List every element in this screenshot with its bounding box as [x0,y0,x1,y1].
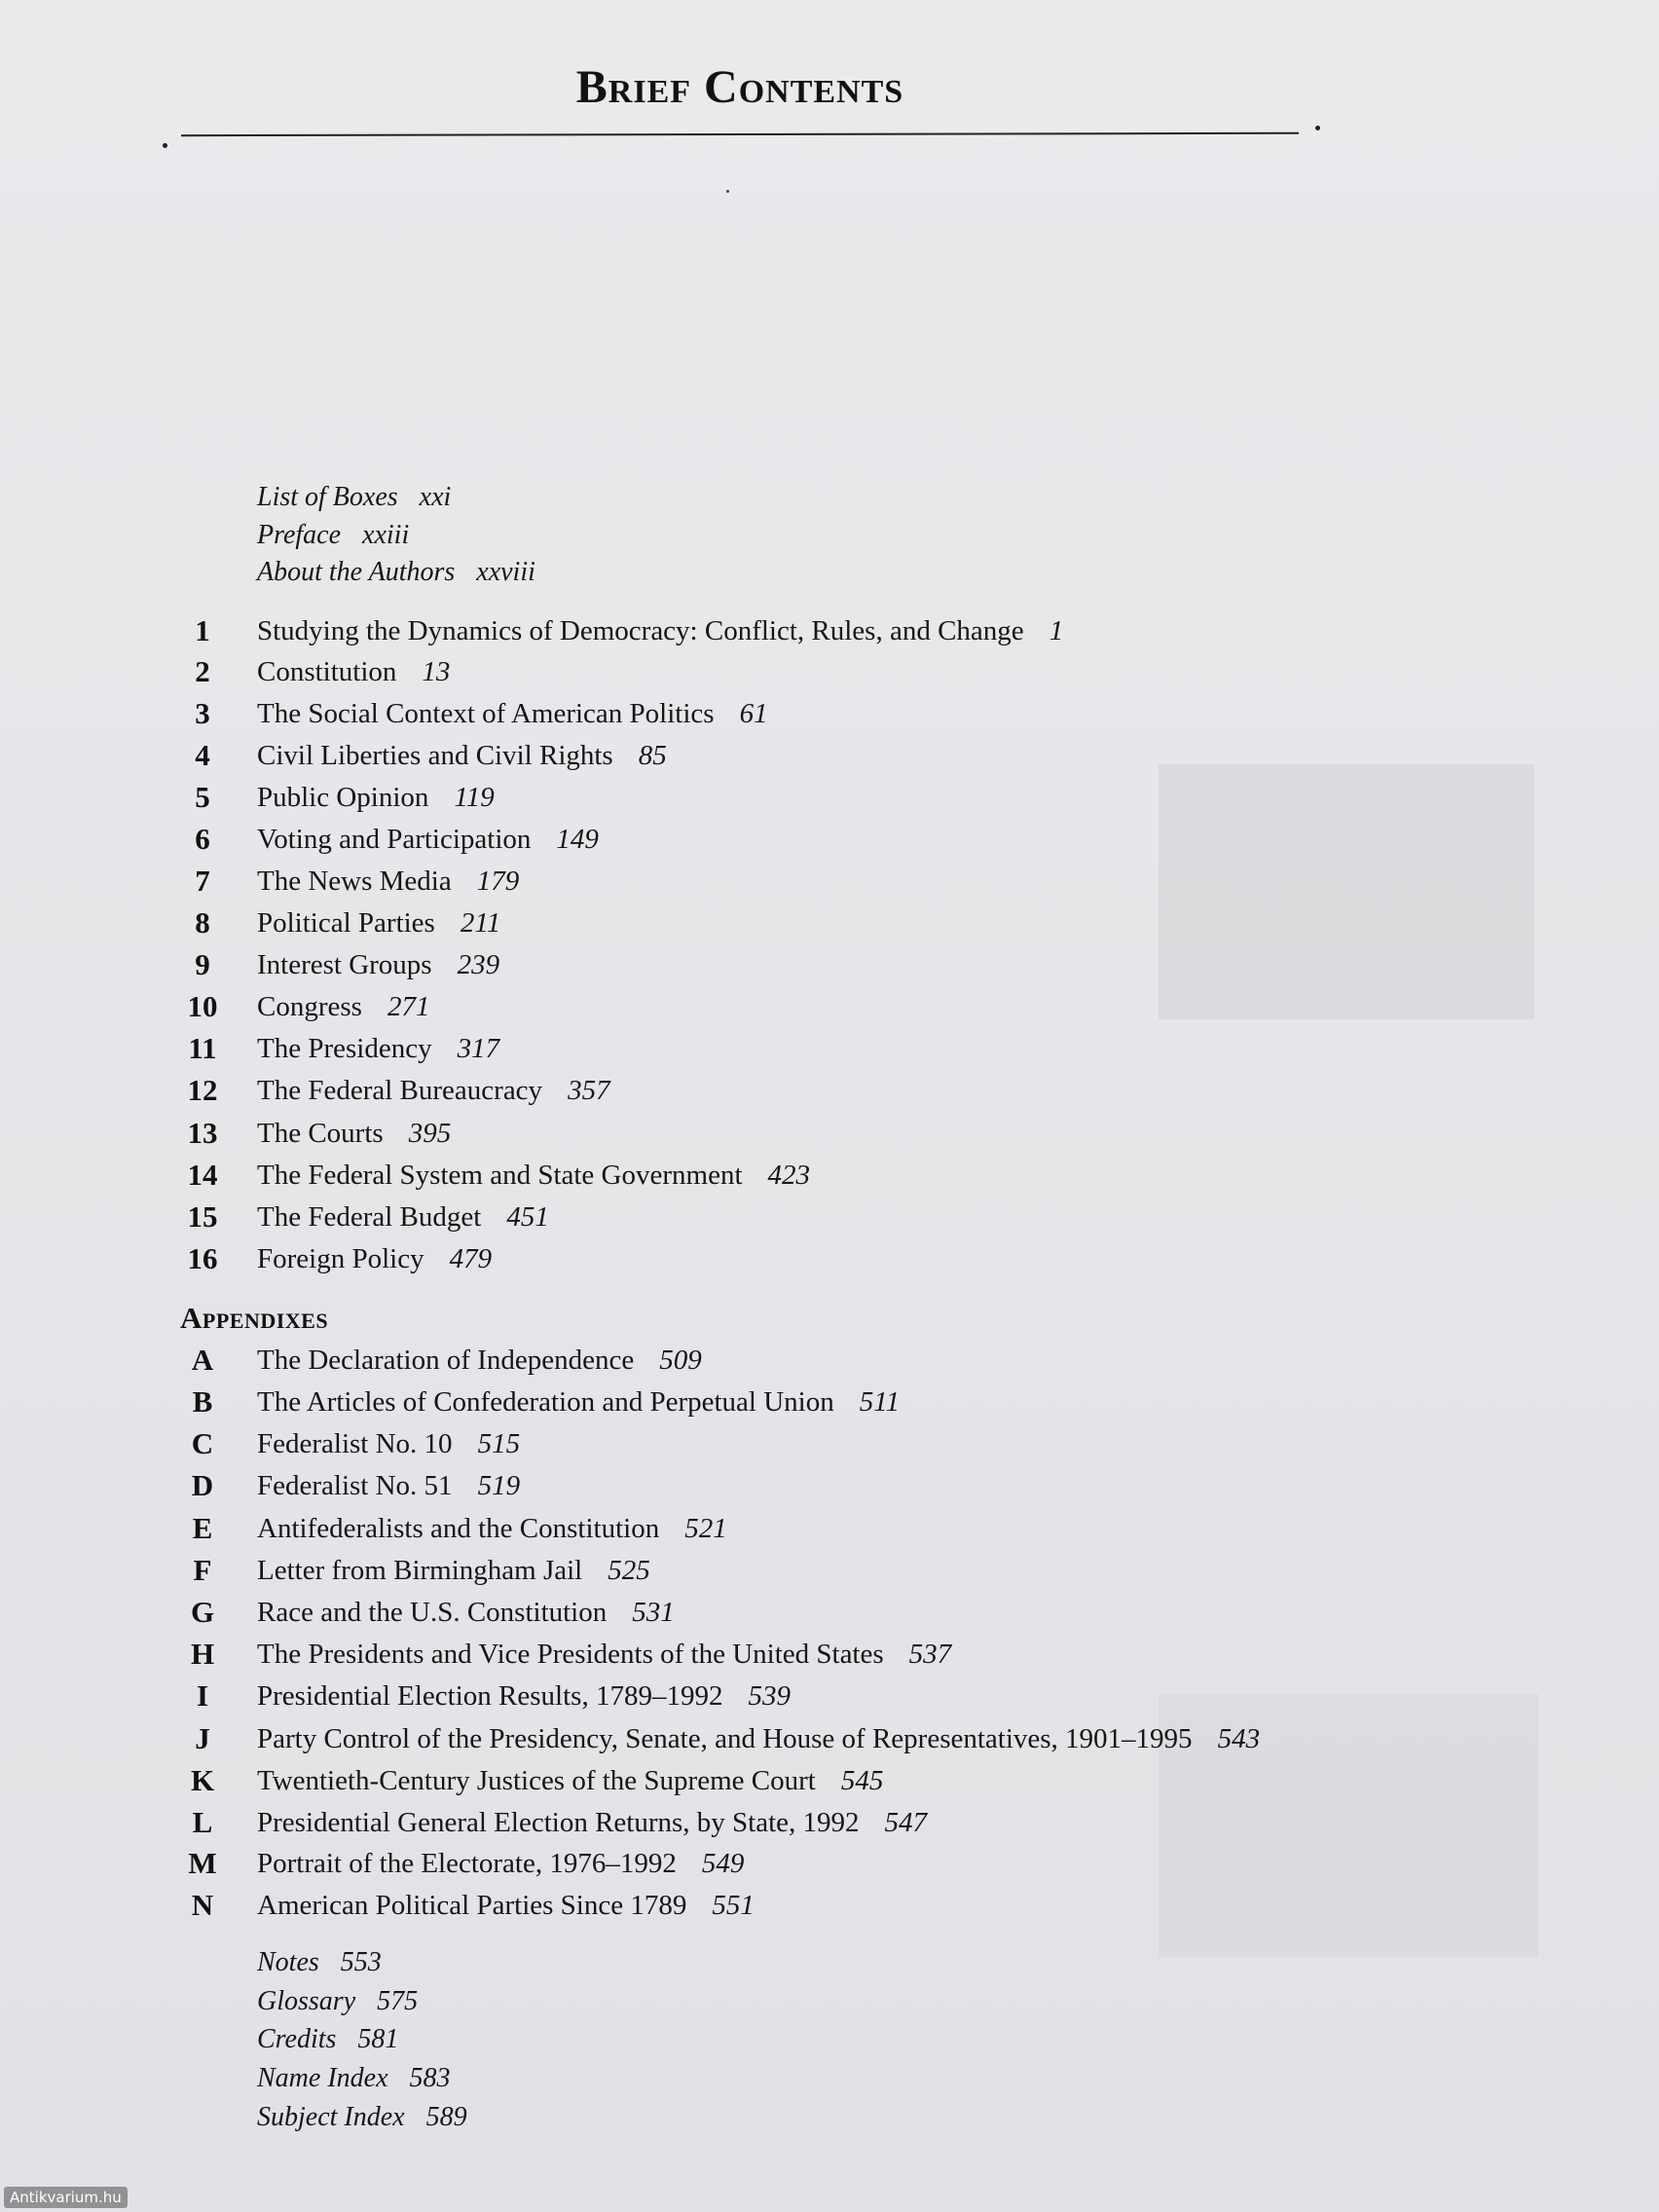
appendix-title-text: The Presidents and Vice Presidents of the United States [257,1639,884,1670]
chapter-title [257,903,500,942]
chapter-title-text: The Social Context of American Politics [257,698,715,729]
chapter-page: 149 [556,824,599,855]
appendix-letter: H [190,1637,215,1671]
chapter-title [257,694,768,733]
appendix-title-text: Twentieth-Century Justices of the Supreme Court [257,1765,816,1796]
front-matter-label: Preface [257,520,342,550]
chapter-page: 1 [1049,615,1064,646]
appendix-page: 543 [1217,1723,1261,1754]
appendix-title [257,1424,520,1463]
back-matter-page: 575 [377,1986,419,2016]
print-speck [726,190,729,193]
appendix-page: 537 [908,1639,952,1670]
back-matter-page: 589 [425,2102,467,2132]
chapter-title [257,1071,610,1110]
appendix-title-text: The Articles of Confederation and Perpetual Union [257,1386,834,1418]
chapter-number: 9 [195,947,210,981]
appendix-letter: J [195,1721,210,1755]
chapter-title-text: The Federal Bureaucracy [257,1075,543,1106]
chapter-title-text: The News Media [257,866,452,897]
appendix-letter: B [192,1384,213,1419]
appendix-title [257,1382,900,1421]
appendix-letter: F [193,1553,212,1587]
appendix-page: 539 [748,1680,791,1712]
chapter-page: 317 [457,1033,500,1064]
appendix-page: 531 [632,1597,675,1628]
back-matter-label: Credits [257,2024,337,2054]
chapter-number: 15 [187,1199,218,1234]
appendix-letter: L [192,1805,213,1839]
back-matter-page: 581 [357,2024,399,2054]
chapter-title [257,1239,492,1278]
appendix-title [257,1761,883,1800]
appendix-letter: D [191,1468,214,1502]
chapter-page: 271 [387,991,430,1022]
chapter-title [257,778,495,817]
chapter-number: 2 [195,654,210,688]
appendix-page: 515 [477,1428,521,1459]
chapter-title [257,1114,451,1153]
appendix-page: 549 [701,1848,745,1879]
appendix-page: 547 [884,1807,928,1838]
chapter-title-text: Foreign Policy [257,1243,424,1274]
show-through-shadow [1159,764,1534,1019]
back-matter-label: Glossary [257,1986,356,2016]
appendix-title-text: Portrait of the Electorate, 1976–1992 [257,1848,677,1879]
appendix-letter: G [190,1595,215,1629]
appendix-letter: K [190,1763,215,1797]
chapter-title [257,1029,499,1068]
appendix-title [257,1677,791,1715]
chapter-title [257,1156,810,1195]
chapter-title [257,1198,549,1236]
chapter-title [257,736,667,775]
appendixes-heading: Appendixes [180,1301,329,1335]
chapter-title-text: The Courts [257,1118,384,1149]
back-matter-label: Subject Index [257,2102,405,2132]
chapter-number: 16 [187,1241,218,1275]
appendix-page: 521 [684,1513,727,1544]
chapter-page: 423 [767,1160,811,1191]
appendix-title-text: Federalist No. 51 [257,1470,453,1501]
appendix-letter: I [196,1678,209,1713]
chapter-number: 8 [195,905,210,940]
appendix-title-text: Antifederalists and the Constitution [257,1513,660,1544]
chapter-page: 179 [476,866,520,897]
chapter-title-text: Interest Groups [257,949,432,980]
back-matter-item [257,1943,382,1982]
chapter-number: 12 [187,1073,218,1107]
appendix-title-text: The Declaration of Independence [257,1345,635,1376]
front-matter-label: About the Authors [257,557,456,587]
chapter-title [257,652,450,691]
title-rule [181,132,1299,136]
chapter-number: 6 [195,822,210,856]
appendix-title [257,1593,675,1632]
appendix-title [257,1803,927,1842]
chapter-title-text: The Presidency [257,1033,432,1064]
appendix-letter: N [191,1888,214,1922]
chapter-title-text: Civil Liberties and Civil Rights [257,740,613,771]
chapter-page: 395 [408,1118,452,1149]
chapter-title [257,945,499,984]
chapter-page: 85 [638,740,667,771]
chapter-number: 5 [195,780,210,814]
appendix-page: 519 [477,1470,521,1501]
back-matter-label: Notes [257,1947,319,1977]
back-matter-label: Name Index [257,2063,388,2093]
appendix-title [257,1719,1260,1758]
chapter-number: 7 [195,864,210,898]
chapter-number: 4 [195,738,210,772]
back-matter-item [257,1982,418,2021]
chapter-number: 1 [195,613,210,647]
appendix-page: 511 [859,1386,901,1418]
chapter-page: 61 [739,698,768,729]
chapter-page: 357 [568,1075,610,1106]
chapter-number: 14 [187,1158,218,1192]
back-matter-item [257,2059,451,2098]
chapter-page: 451 [506,1201,549,1233]
appendix-page: 525 [608,1555,650,1586]
appendix-title-text: Letter from Birmingham Jail [257,1555,583,1586]
chapter-page: 119 [454,782,495,813]
back-matter-page: 583 [409,2063,451,2093]
appendix-title-text: Race and the U.S. Constitution [257,1597,608,1628]
chapter-number: 3 [195,696,210,730]
chapter-title [257,611,1063,650]
front-matter-page: xxi [419,482,452,512]
chapter-title-text: The Federal System and State Government [257,1160,743,1191]
appendix-title [257,1341,702,1380]
watermark: Antikvarium.hu [4,2187,128,2208]
appendix-title-text: American Political Parties Since 1789 [257,1890,687,1921]
chapter-page: 13 [422,656,451,687]
appendix-title-text: Presidential Election Results, 1789–1992 [257,1680,723,1712]
chapter-number: 11 [188,1031,217,1065]
appendix-letter: C [191,1426,214,1460]
front-matter-page: xxiii [362,520,410,550]
front-matter-item [257,516,409,555]
chapter-page: 479 [449,1243,493,1274]
chapter-title-text: Voting and Participation [257,824,532,855]
rule-dot [163,143,167,148]
back-matter-item [257,2098,467,2137]
page-title: Brief Contents [575,61,904,113]
appendix-title [257,1509,727,1548]
chapter-title-text: Studying the Dynamics of Democracy: Conflict, Rules, and Change [257,615,1024,646]
chapter-title-text: Political Parties [257,907,435,939]
rule-dot [1315,126,1320,130]
appendix-page: 551 [712,1890,755,1921]
chapter-title [257,862,519,901]
chapter-page: 239 [457,949,500,980]
back-matter-item [257,2020,398,2059]
chapter-title [257,987,429,1026]
chapter-title-text: The Federal Budget [257,1201,482,1233]
appendix-title [257,1886,755,1925]
appendix-letter: A [191,1343,214,1377]
appendix-page: 509 [659,1345,702,1376]
front-matter-page: xxviii [476,557,535,587]
chapter-title [257,820,599,859]
appendix-title [257,1844,744,1883]
front-matter-item [257,553,535,592]
appendix-page: 545 [840,1765,884,1796]
front-matter-label: List of Boxes [257,482,398,512]
appendix-title [257,1635,951,1674]
appendix-letter: M [188,1846,217,1880]
back-matter-page: 553 [340,1947,382,1977]
chapter-title-text: Congress [257,991,362,1022]
appendix-title-text: Party Control of the Presidency, Senate, and House of Representatives, 1901–1995 [257,1723,1193,1754]
front-matter-item [257,478,451,517]
chapter-title-text: Public Opinion [257,782,429,813]
appendix-title [257,1466,520,1505]
chapter-number: 10 [187,989,218,1023]
appendix-title-text: Presidential General Election Returns, by State, 1992 [257,1807,860,1838]
appendix-title [257,1551,650,1590]
appendix-title-text: Federalist No. 10 [257,1428,453,1459]
appendix-letter: E [192,1511,213,1545]
chapter-page: 211 [460,907,501,939]
chapter-title-text: Constitution [257,656,397,687]
chapter-number: 13 [187,1116,218,1150]
